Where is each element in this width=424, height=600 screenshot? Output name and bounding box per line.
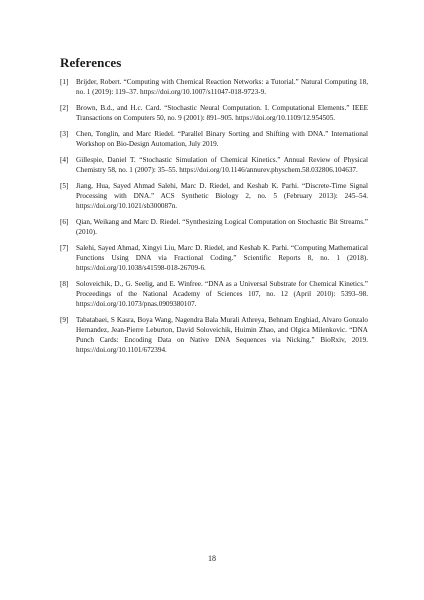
reference-number: [7]: [60, 244, 69, 253]
reference-text: Gillespie, Daniel T. “Stochastic Simulation of Chemical Kinetics.” Annual Review of Physical Chemistry 58, no. 1 (2007): 35–55. https://doi.org/10.1146/annurev.physchem.58.032806.104637.: [76, 156, 368, 175]
reference-number: [5]: [60, 182, 69, 191]
reference-item: [60, 218, 368, 238]
reference-text: Brown, B.d., and H.c. Card. “Stochastic Neural Computation. I. Computational Elements.” IEEE Transactions on Computers 50, no. 9 (2001): 891–905. https://doi.org/10.1109/12.954505.: [76, 104, 368, 122]
references-heading: References: [60, 55, 122, 70]
references-list: [60, 78, 368, 362]
reference-item: [60, 316, 368, 355]
page-number: 18: [208, 554, 216, 563]
reference-item: [60, 182, 368, 211]
reference-number: [9]: [60, 316, 69, 325]
reference-number: [3]: [60, 130, 69, 139]
reference-item: [60, 280, 368, 309]
reference-number: [2]: [60, 104, 69, 113]
reference-text: Salehi, Sayed Ahmad, Xingyi Liu, Marc D. Riedel, and Keshab K. Parhi. “Computing Mathematical Functions Using DNA via Fractional Coding.” Scientific Reports 8, no. 1 (2018). https://doi.org/10.1038/s41598-018-26709-6.: [76, 244, 368, 272]
reference-text: Soloveichik, D., G. Seelig, and E. Winfree. “DNA as a Universal Substrate for Chemical Kinetics.” Proceedings of the National Academy of Sciences 107, no. 12 (April 2010): 5393–98. https://doi.org/10.1073/pnas.0909380107.: [76, 280, 368, 308]
reference-item: [60, 78, 368, 98]
reference-number: [4]: [60, 156, 69, 165]
reference-number: [1]: [60, 78, 69, 86]
reference-text: Jiang, Hua, Sayed Ahmad Salehi, Marc D. Riedel, and Keshab K. Parhi. “Discrete-Time Signal Processing with DNA.” ACS Synthetic Biology 2, no. 5 (February 2013): 245–54. https://doi.org/10.1021/sb300087n.: [76, 182, 368, 210]
reference-text: Qian, Weikang and Marc D. Riedel. “Synthesizing Logical Computation on Stochastic Bit Streams.” (2010).: [76, 218, 368, 237]
reference-text: Chen, Tonglin, and Marc Riedel. “Parallel Binary Sorting and Shifting with DNA.” International Workshop on Bio-Design Automation, July 2019.: [76, 130, 368, 148]
reference-number: [8]: [60, 280, 69, 289]
reference-item: [60, 104, 368, 124]
reference-text: Brijder, Robert. “Computing with Chemical Reaction Networks: a Tutorial.” Natural Computing 18, no. 1 (2019): 119–37. https://doi.org/10.1007/s11047-018-9723-9.: [76, 78, 368, 96]
reference-item: [60, 156, 368, 176]
reference-item: [60, 244, 368, 273]
reference-number: [6]: [60, 218, 69, 227]
reference-text: Tabatabaei, S Kasra, Boya Wang, Nagendra Bala Murali Athreya, Behnam Enghiad, Alvaro Gonzalo Hernandez, Jean-Pierre Leburton, David Soloveichik, Huimin Zhao, and Olgica Milenkovic. “DNA Punch Cards: Encoding Data on Native DNA Sequences via Nicking.” BioRxiv, 2019. https://doi.org/10.1101/672394.: [76, 316, 368, 354]
reference-item: [60, 130, 368, 150]
